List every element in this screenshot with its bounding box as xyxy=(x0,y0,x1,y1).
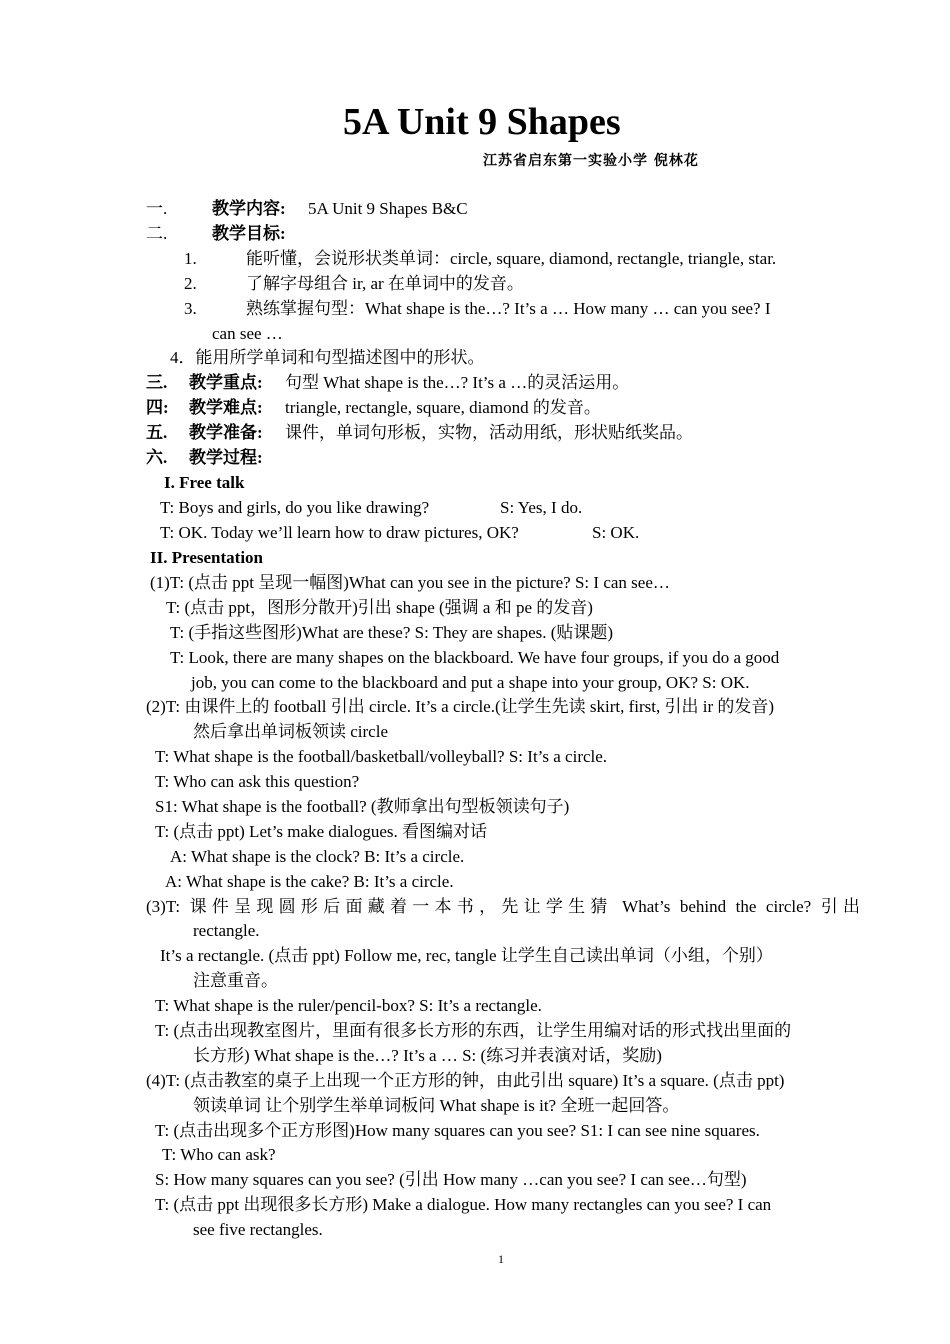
presentation-line: T: Who can ask this question? xyxy=(155,772,360,791)
section-label: 教学准备: xyxy=(189,423,263,442)
section-label: 教学内容: xyxy=(212,199,286,218)
presentation-line: S1: What shape is the football? (教师拿出句型板领读句子) xyxy=(155,797,570,816)
presentation-line: see five rectangles. xyxy=(193,1220,323,1239)
presentation-line: T: Look, there are many shapes on the blackboard. We have four groups, if you do a good xyxy=(170,648,780,667)
presentation-line: A: What shape is the cake? B: It’s a circle. xyxy=(165,872,454,891)
presentation-heading: II. Presentation xyxy=(150,548,264,567)
presentation-line: rectangle. xyxy=(193,921,260,940)
goal-1 xyxy=(184,248,777,270)
presentation-line: T: (点击出现多个正方形图)How many squares can you see? S1: I can see nine squares. xyxy=(155,1121,760,1140)
page-number: 1 xyxy=(498,1252,504,1266)
goal-2 xyxy=(184,273,524,295)
presentation-line: It’s a rectangle. (点击 ppt) Follow me, rec, tangle 让学生自己读出单词（小组，个别） xyxy=(160,946,773,965)
presentation-line: T: (点击 ppt，图形分散开)引出 shape (强调 a 和 pe 的发音) xyxy=(166,598,593,617)
presentation-line: 然后拿出单词板领读 circle xyxy=(193,722,388,741)
section-text: 句型 What shape is the…? It’s a …的灵活运用。 xyxy=(285,373,630,392)
presentation-line: (4)T: (点击教室的桌子上出现一个正方形的钟，由此引出 square) It’s a square. (点击 ppt) xyxy=(146,1071,785,1090)
section-text: 5A Unit 9 Shapes B&C xyxy=(308,199,468,218)
goal-number: 2. xyxy=(184,274,197,293)
presentation-line: (1)T: (点击 ppt 呈现一幅图)What can you see in the picture? S: I can see… xyxy=(150,573,670,592)
section-label: 教学难点: xyxy=(189,398,263,417)
section-text: triangle, rectangle, square, diamond 的发音。 xyxy=(285,398,601,417)
section-number: 四: xyxy=(146,398,169,417)
teacher-line: T: OK. Today we’ll learn how to draw pictures, OK? xyxy=(160,523,519,542)
presentation-line: A: What shape is the clock? B: It’s a circle. xyxy=(170,847,465,866)
goal-text: 能听懂，会说形状类单词：circle, square, diamond, rectangle, triangle, star. xyxy=(246,249,777,268)
section-number: 五. xyxy=(146,423,168,442)
presentation-line: 领读单词 让个别学生举单词板问 What shape is it? 全班一起回答。 xyxy=(193,1096,680,1115)
section-number: 二. xyxy=(146,224,168,243)
author-line: 江苏省启东第一实验小学 倪林花 xyxy=(483,153,699,169)
goal-text: 了解字母组合 ir, ar 在单词中的发音。 xyxy=(246,274,524,293)
section-5 xyxy=(146,422,693,444)
presentation-line: T: What shape is the ruler/pencil-box? S: It’s a rectangle. xyxy=(155,996,542,1015)
section-number: 一. xyxy=(146,199,168,218)
presentation-line: 注意重音。 xyxy=(193,971,278,990)
section-6 xyxy=(146,447,263,469)
section-number: 三. xyxy=(146,373,168,392)
presentation-line: job, you can come to the blackboard and put a shape into your group, OK? S: OK. xyxy=(191,673,750,692)
goal-number: 1. xyxy=(184,249,197,268)
goal-4: 4．能用所学单词和句型描述图中的形状。 xyxy=(170,348,485,367)
section-label: 教学重点: xyxy=(189,373,263,392)
presentation-line: T: (点击出现教室图片，里面有很多长方形的东西，让学生用编对话的形式找出里面的 xyxy=(155,1021,792,1040)
free-talk-heading: I. Free talk xyxy=(164,473,245,492)
presentation-line: S: How many squares can you see? (引出 How many …can you see? I can see…句型) xyxy=(155,1170,747,1189)
section-label: 教学过程: xyxy=(189,448,263,467)
presentation-line: T: (手指这些图形)What are these? S: They are shapes. (贴课题) xyxy=(170,623,614,642)
page-title: 5A Unit 9 Shapes xyxy=(343,101,621,143)
goal-3-continued: can see … xyxy=(212,324,283,343)
section-label: 教学目标: xyxy=(212,224,286,243)
goal-3 xyxy=(184,298,771,320)
section-number: 六. xyxy=(146,448,168,467)
presentation-line: T: (点击 ppt) Let’s make dialogues. 看图编对话 xyxy=(155,822,488,841)
section-2 xyxy=(146,223,286,245)
student-line: S: OK. xyxy=(592,523,640,542)
presentation-line: (3)T: 课件呈现圆形后面藏着一本书，先让学生猜 What’s behind the circle? 引出 xyxy=(146,897,860,916)
goal-text: 熟练掌握句型：What shape is the…? It’s a … How many … can you see? I xyxy=(246,299,771,318)
teacher-line: T: Boys and girls, do you like drawing? xyxy=(160,498,430,517)
section-text: 课件，单词句形板，实物，活动用纸，形状贴纸奖品。 xyxy=(285,423,693,442)
presentation-line: T: Who can ask? xyxy=(162,1145,276,1164)
section-1 xyxy=(146,198,468,220)
presentation-line: 长方形) What shape is the…? It’s a … S: (练习并表演对话，奖励) xyxy=(193,1046,662,1065)
student-line: S: Yes, I do. xyxy=(500,498,583,517)
free-talk-line xyxy=(160,522,640,544)
free-talk-line xyxy=(160,497,583,519)
presentation-line: (2)T: 由课件上的 football 引出 circle. It’s a circle.(让学生先读 skirt, first, 引出 ir 的发音) xyxy=(146,697,775,716)
section-4 xyxy=(146,397,601,419)
presentation-line: T: What shape is the football/basketball/volleyball? S: It’s a circle. xyxy=(155,747,608,766)
presentation-line: T: (点击 ppt 出现很多长方形) Make a dialogue. How many rectangles can you see? I can xyxy=(155,1195,772,1214)
goal-number: 3. xyxy=(184,299,197,318)
section-3 xyxy=(146,372,630,394)
